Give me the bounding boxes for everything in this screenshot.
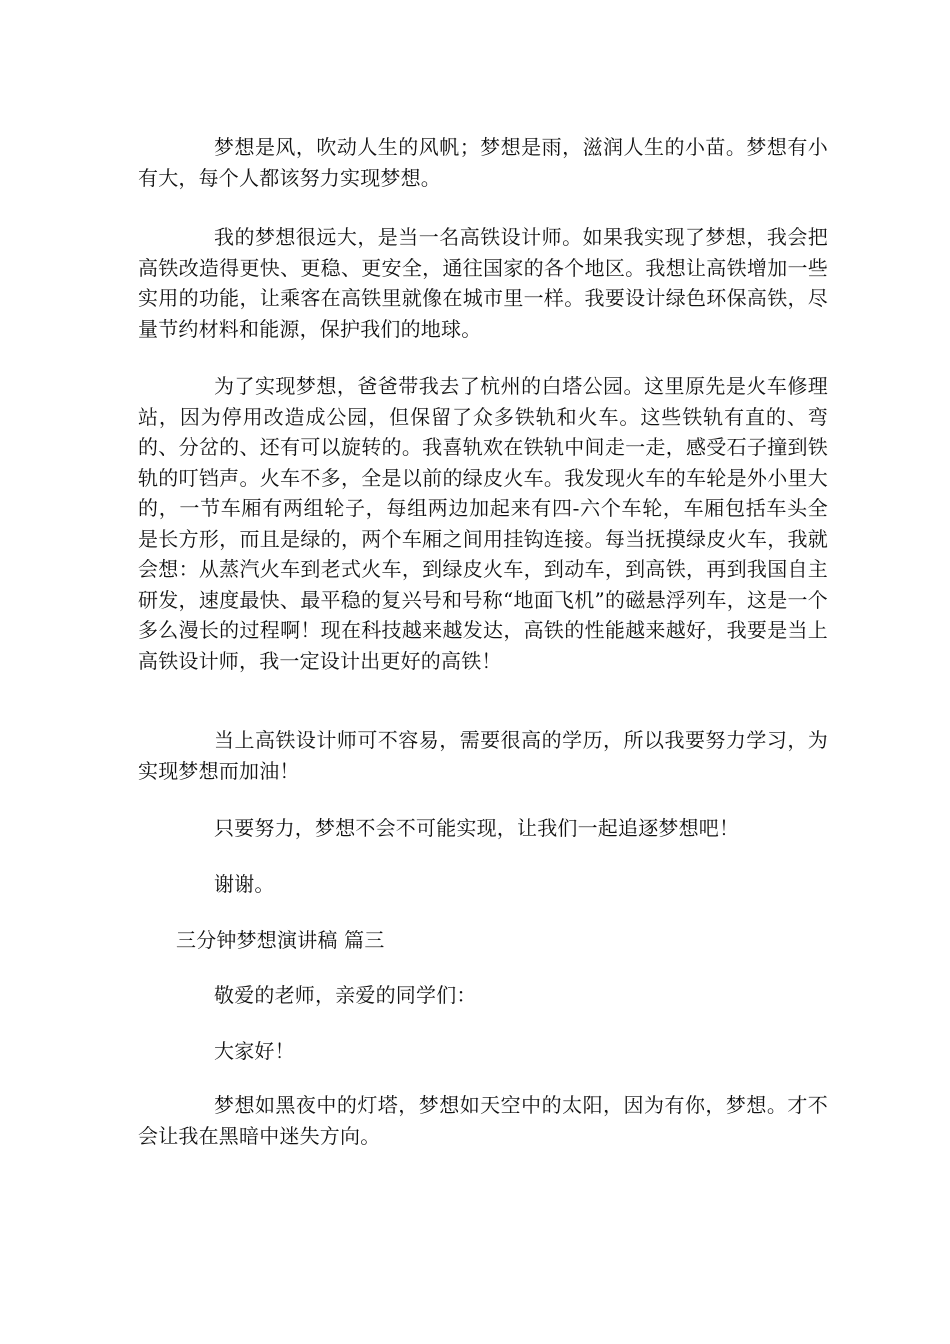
greeting: 大家好！ <box>214 1039 295 1063</box>
paragraph-6: 谢谢。 <box>214 872 275 896</box>
section-title: 三分钟梦想演讲稿 篇三 <box>176 928 385 952</box>
paragraph-3: 为了实现梦想，爸爸带我去了杭州的白塔公园。这里原先是火车修理站，因为停用改造成公园，但保留了众多铁轨和火车。这些铁轨有直的、弯的、分岔的、还有可以旋转的。我喜轨欢在铁轨中间走一走，感受石子撞到铁轨的叮铛声。火车不多，全是以前的绿皮火车。我发现火车的车轮是外小里大的，一节车厢有两组轮子，每组两边加起来有四-六个车轮，车厢包括车头全是长方形，而且是绿的，两个车厢之间用挂钩连接。每当抚摸绿皮火车，我就会想：从蒸汽火车到老式火车，到绿皮火车，到动车，到高铁，再到我国自主研发，速度最快、最平稳的复兴号和号称“地面飞机”的磁悬浮列车，这是一个多么漫长的过程啊！现在科技越来越发达，高铁的性能越来越好，我要是当上高铁设计师，我一定设计出更好的高铁！ <box>138 374 828 673</box>
paragraph-4: 当上高铁设计师可不容易，需要很高的学历，所以我要努力学习，为实现梦想而加油！ <box>138 728 828 783</box>
paragraph-1: 梦想是风，吹动人生的风帆；梦想是雨，滋润人生的小苗。梦想有小有大，每个人都该努力实现梦想。 <box>138 135 828 190</box>
paragraph-2: 我的梦想很远大，是当一名高铁设计师。如果我实现了梦想，我会把高铁改造得更快、更稳、更安全，通往国家的各个地区。我想让高铁增加一些实用的功能，让乘客在高铁里就像在城市里一样。我要设计绿色环保高铁，尽量节约材料和能源，保护我们的地球。 <box>138 225 828 341</box>
salutation: 敬爱的老师，亲爱的同学们： <box>214 983 477 1007</box>
paragraph-5: 只要努力，梦想不会不可能实现，让我们一起追逐梦想吧！ <box>214 816 740 840</box>
closing-paragraph: 梦想如黑夜中的灯塔，梦想如天空中的太阳，因为有你，梦想。才不会让我在黑暗中迷失方向。 <box>138 1093 828 1148</box>
